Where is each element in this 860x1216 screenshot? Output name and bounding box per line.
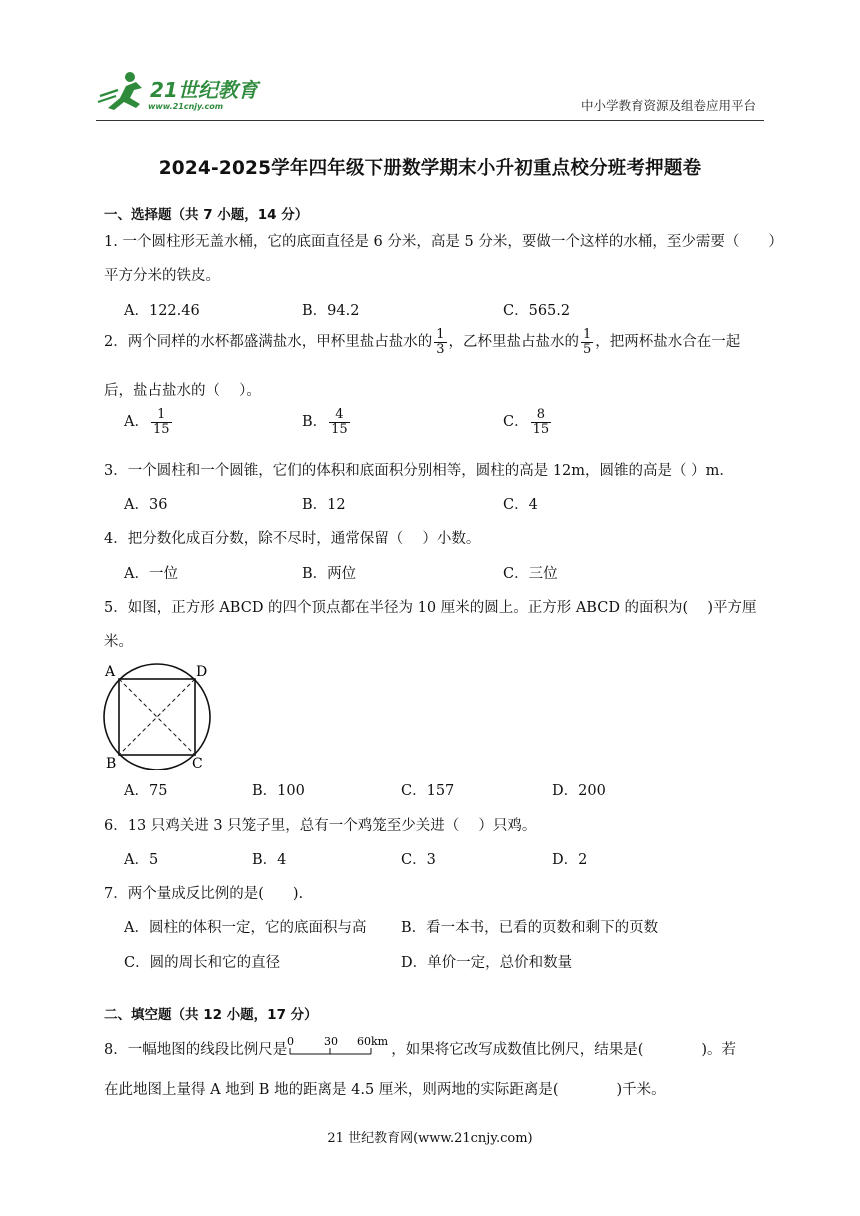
- option-label: A．: [124, 414, 149, 431]
- fraction-denominator: 3: [436, 341, 445, 357]
- q3-option-b[interactable]: B．12: [302, 497, 346, 513]
- fraction-denominator: 5: [583, 341, 592, 357]
- option-label: C．: [503, 414, 529, 431]
- q3-option-c[interactable]: C．4: [503, 497, 538, 513]
- vertex-label-d: D: [196, 664, 208, 680]
- logo-text: 21世纪教育: [150, 78, 258, 102]
- q4-text: 4．把分数化成百分数，除不尽时，通常保留（ ）小数。: [104, 531, 481, 547]
- section-heading-choice: 一、选择题（共 7 小题，14 分）: [104, 207, 309, 223]
- q2-text-3: ，把两杯盐水合在一起: [595, 334, 741, 351]
- fraction-numerator: 1: [583, 327, 592, 342]
- q7-option-a[interactable]: A．圆柱的体积一定，它的底面积与高: [124, 920, 367, 936]
- section-heading-fill: 二、填空题（共 12 小题，17 分）: [104, 1007, 318, 1023]
- q2-line1: [104, 328, 740, 356]
- fraction-denominator: 15: [331, 421, 348, 437]
- q4-option-b[interactable]: B．两位: [302, 566, 357, 582]
- q6-text: 6．13 只鸡关进 3 只笼子里，总有一个鸡笼至少关进（ ）只鸡。: [104, 818, 537, 834]
- q8-line1: [104, 1036, 736, 1059]
- q1-line2: 平方分米的铁皮。: [104, 268, 220, 284]
- fraction-numerator: 8: [531, 408, 552, 423]
- q5-line2: 米。: [104, 634, 133, 650]
- fraction-denominator: 15: [152, 421, 170, 437]
- scale-label-30: 30: [324, 1036, 339, 1048]
- fraction-numerator: 1: [151, 408, 172, 423]
- fraction-denominator: 15: [532, 421, 550, 437]
- q2-option-c-fraction: [531, 408, 552, 436]
- q2-option-a[interactable]: [124, 408, 174, 436]
- q2-fraction-2: [581, 328, 593, 356]
- logo-url: www.21cnjy.com: [148, 102, 224, 111]
- q8-text-2: ，如果将它改写成数值比例尺，结果是( )。若: [391, 1042, 737, 1058]
- q6-option-d[interactable]: D．2: [552, 852, 588, 868]
- q2-text-1: 2．两个同样的水杯都盛满盐水，甲杯里盐占盐水的: [104, 334, 433, 351]
- header-divider: [96, 120, 764, 121]
- page-title: 2024-2025学年四年级下册数学期末小升初重点校分班考押题卷: [158, 158, 702, 179]
- q5-figure: [100, 660, 215, 770]
- q6-option-c[interactable]: C．3: [401, 852, 436, 868]
- q5-option-d[interactable]: D．200: [552, 783, 606, 799]
- q4-option-a[interactable]: A．一位: [124, 566, 178, 582]
- scale-label-0: 0: [287, 1036, 295, 1048]
- q7-option-b[interactable]: B．看一本书，已看的页数和剩下的页数: [401, 920, 659, 936]
- q7-text: 7．两个量成反比例的是( ).: [104, 886, 304, 902]
- platform-name: 中小学教育资源及组卷应用平台: [580, 98, 756, 113]
- q2-option-a-fraction: [151, 408, 172, 436]
- vertex-label-c: C: [192, 756, 203, 770]
- q6-option-b[interactable]: B．4: [252, 852, 287, 868]
- page-footer: 21 世纪教育网(www.21cnjy.com): [327, 1131, 533, 1146]
- q2-fraction-1: [434, 328, 446, 356]
- circle-square-diagram: [100, 660, 215, 770]
- q1-option-c[interactable]: C．565.2: [503, 303, 571, 319]
- q3-option-a[interactable]: A．36: [124, 497, 168, 513]
- vertex-label-a: A: [105, 664, 116, 680]
- q5-option-a[interactable]: A．75: [124, 783, 168, 799]
- fraction-numerator: 1: [436, 327, 445, 342]
- scale-label-60: 60km: [357, 1036, 389, 1048]
- q8-line2: 在此地图上量得 A 地到 B 地的距离是 4.5 厘米，则两地的实际距离是( )千米。: [104, 1082, 666, 1098]
- vertex-label-b: B: [106, 756, 117, 770]
- q5-line1: 5．如图，正方形 ABCD 的四个顶点都在半径为 10 厘米的圆上。正方形 ABCD 的面积为( )平方厘: [104, 600, 757, 616]
- q7-option-c[interactable]: C．圆的周长和它的直径: [124, 955, 281, 971]
- fraction-numerator: 4: [329, 408, 350, 423]
- q2-option-c[interactable]: [503, 408, 553, 436]
- q7-option-d[interactable]: D．单价一定，总价和数量: [401, 955, 573, 971]
- q2-text-2: ，乙杯里盐占盐水的: [448, 334, 580, 351]
- q3-text: 3．一个圆柱和一个圆锥，它们的体积和底面积分别相等，圆柱的高是 12m，圆锥的高是（ ）m．: [104, 463, 734, 479]
- q1-option-b[interactable]: B．94.2: [302, 303, 360, 319]
- q2-option-b-fraction: [329, 408, 350, 436]
- q6-option-a[interactable]: A．5: [124, 852, 159, 868]
- q5-option-c[interactable]: C．157: [401, 783, 455, 799]
- q1-option-a[interactable]: A．122.46: [124, 303, 200, 319]
- logo: [96, 68, 271, 114]
- option-label: B．: [302, 414, 328, 431]
- q8-text-1: 8．一幅地图的线段比例尺是: [104, 1042, 288, 1058]
- q2-option-b[interactable]: [302, 408, 352, 436]
- q5-option-b[interactable]: B．100: [252, 783, 305, 799]
- q1-line1: 1. 一个圆柱形无盖水桶，它的底面直径是 6 分米，高是 5 分米，要做一个这样的水桶，至少需要（ ）: [104, 234, 783, 250]
- q2-line2: 后，盐占盐水的（ ）。: [104, 383, 261, 399]
- q4-option-c[interactable]: C．三位: [503, 566, 558, 582]
- scale-bar: [287, 1036, 391, 1058]
